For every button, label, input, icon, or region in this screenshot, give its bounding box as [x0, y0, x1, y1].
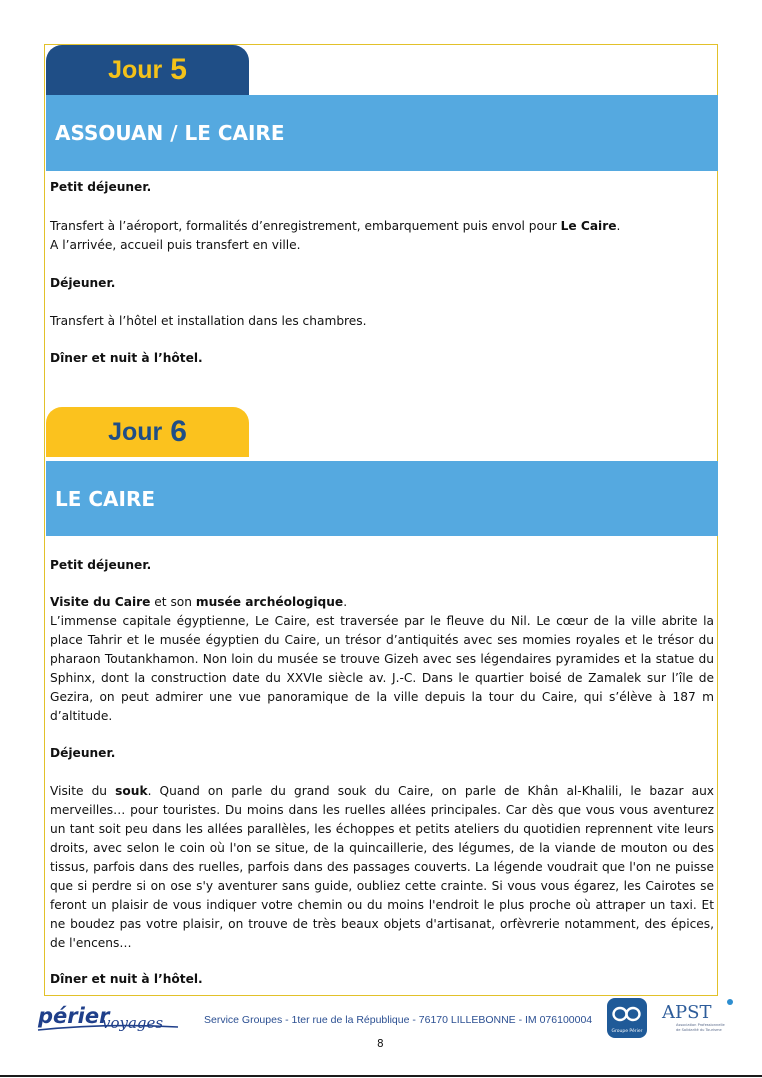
apst-dot [727, 999, 733, 1005]
apst-subtitle-1: Association Professionnelle [676, 1023, 725, 1027]
day-5-dinner: Dîner et nuit à l’hôtel. [50, 351, 203, 365]
page-number: 8 [377, 1038, 384, 1050]
day-5-transfer-text: Transfert à l’aéroport, formalités d’enregistrement, embarquement puis envol pour [50, 219, 561, 233]
day-6-label: Jour [108, 417, 163, 446]
day-6-souk-description [50, 782, 714, 953]
badge-label: Groupe Périer [611, 1029, 643, 1034]
day-6-tab [46, 407, 249, 457]
day-6-lunch: Déjeuner. [50, 746, 116, 760]
day-5-title: ASSOUAN / LE CAIRE [46, 95, 718, 171]
day-5-lunch: Déjeuner. [50, 276, 116, 290]
day-6-visit-end: . [343, 595, 348, 609]
footer-rule [0, 1075, 762, 1077]
day-6-souk-word: souk [115, 784, 148, 798]
day-5-destination: Le Caire [560, 219, 617, 233]
day-5-transfer-end: . [616, 219, 621, 233]
day-6-visit-heading [50, 593, 714, 612]
day-6-souk-pre: Visite du [50, 784, 116, 798]
day-5-tab [46, 45, 249, 95]
logo-sub-text: voyages [102, 1014, 164, 1032]
day-5-hotel-transfer: Transfert à l’hôtel et installation dans les chambres. [50, 314, 367, 328]
day-6-number: 6 [170, 415, 187, 448]
day-5-number: 5 [170, 53, 187, 86]
logo-main-text: périer [38, 1004, 110, 1028]
day-6-visit-mid: et son [150, 595, 196, 609]
day-6-visit-museum: musée archéologique [195, 595, 344, 609]
day-6-dinner: Dîner et nuit à l’hôtel. [50, 972, 203, 986]
day-5-transfer-line [50, 217, 714, 236]
day-6-title: LE CAIRE [46, 461, 718, 536]
apst-logo [658, 995, 738, 1039]
apst-text: APST [662, 1002, 712, 1023]
perier-voyages-logo [36, 1002, 186, 1038]
day-6-visit-cairo: Visite du Caire [50, 595, 151, 609]
day-6-breakfast: Petit déjeuner. [50, 558, 152, 572]
day-5-label: Jour [108, 55, 163, 84]
apst-subtitle-2: de Solidarité du Tourisme [676, 1028, 722, 1032]
day-5-arrival: A l’arrivée, accueil puis transfert en ville. [50, 238, 301, 252]
day-6-cairo-description: L’immense capitale égyptienne, Le Caire, est traversée par le fleuve du Nil. Le cœur de la ville abrite la place Tahrir et le musée égyptien du Caire, un trésor d’antiquités avec ses momies royales et le trésor du pharaon Toutankhamon. Non loin du musée se trouve Gizeh avec ses légendaires pyramides et la statue du Sphinx, dont la construction date du XXVIe siècle av. J.-C. Dans le quartier boisé de Zamalek sur l’île de Gezira, on peut admirer une vue panoramique de la ville depuis la tour du Caire, qui s’élève à 187 m d’altitude. [50, 614, 714, 723]
groupe-perier-badge-logo [606, 997, 648, 1039]
day-5-breakfast: Petit déjeuner. [50, 180, 152, 194]
day-6-souk-text: . Quand on parle du grand souk du Caire, on parle de Khân al-Khalili, le bazar aux merveilles… pour touristes. Du moins dans les ruelles allées principales. Car dès que vous vous aventurez un tant soit peu dans les allées parallèles, les échoppes et petits ateliers du quotidien reprennent vite leurs droits, avec selon le coin où l'on se situe, de la quincaillerie, des légumes, de la viande de mouton ou des tissus, parfois dans des ruelles, parfois dans des passages couverts. La légende voudrait que l'on ne puisse que si perdre si on ose s'y aventurer sans guide, oubliez cette crainte. Si vous vous égarez, les Cairotes se feront un plaisir de vous indiquer votre chemin ou du moins l'endroit le plus proche où attraper un taxi. Et ne boudez pas votre plaisir, on trouve de très beaux objets d'artisanat, orfèvrerie notamment, des épices, de l'encens… [50, 784, 714, 950]
footer-address: Service Groupes - 1ter rue de la République - 76170 LILLEBONNE - IM 076100004 [204, 1014, 593, 1026]
